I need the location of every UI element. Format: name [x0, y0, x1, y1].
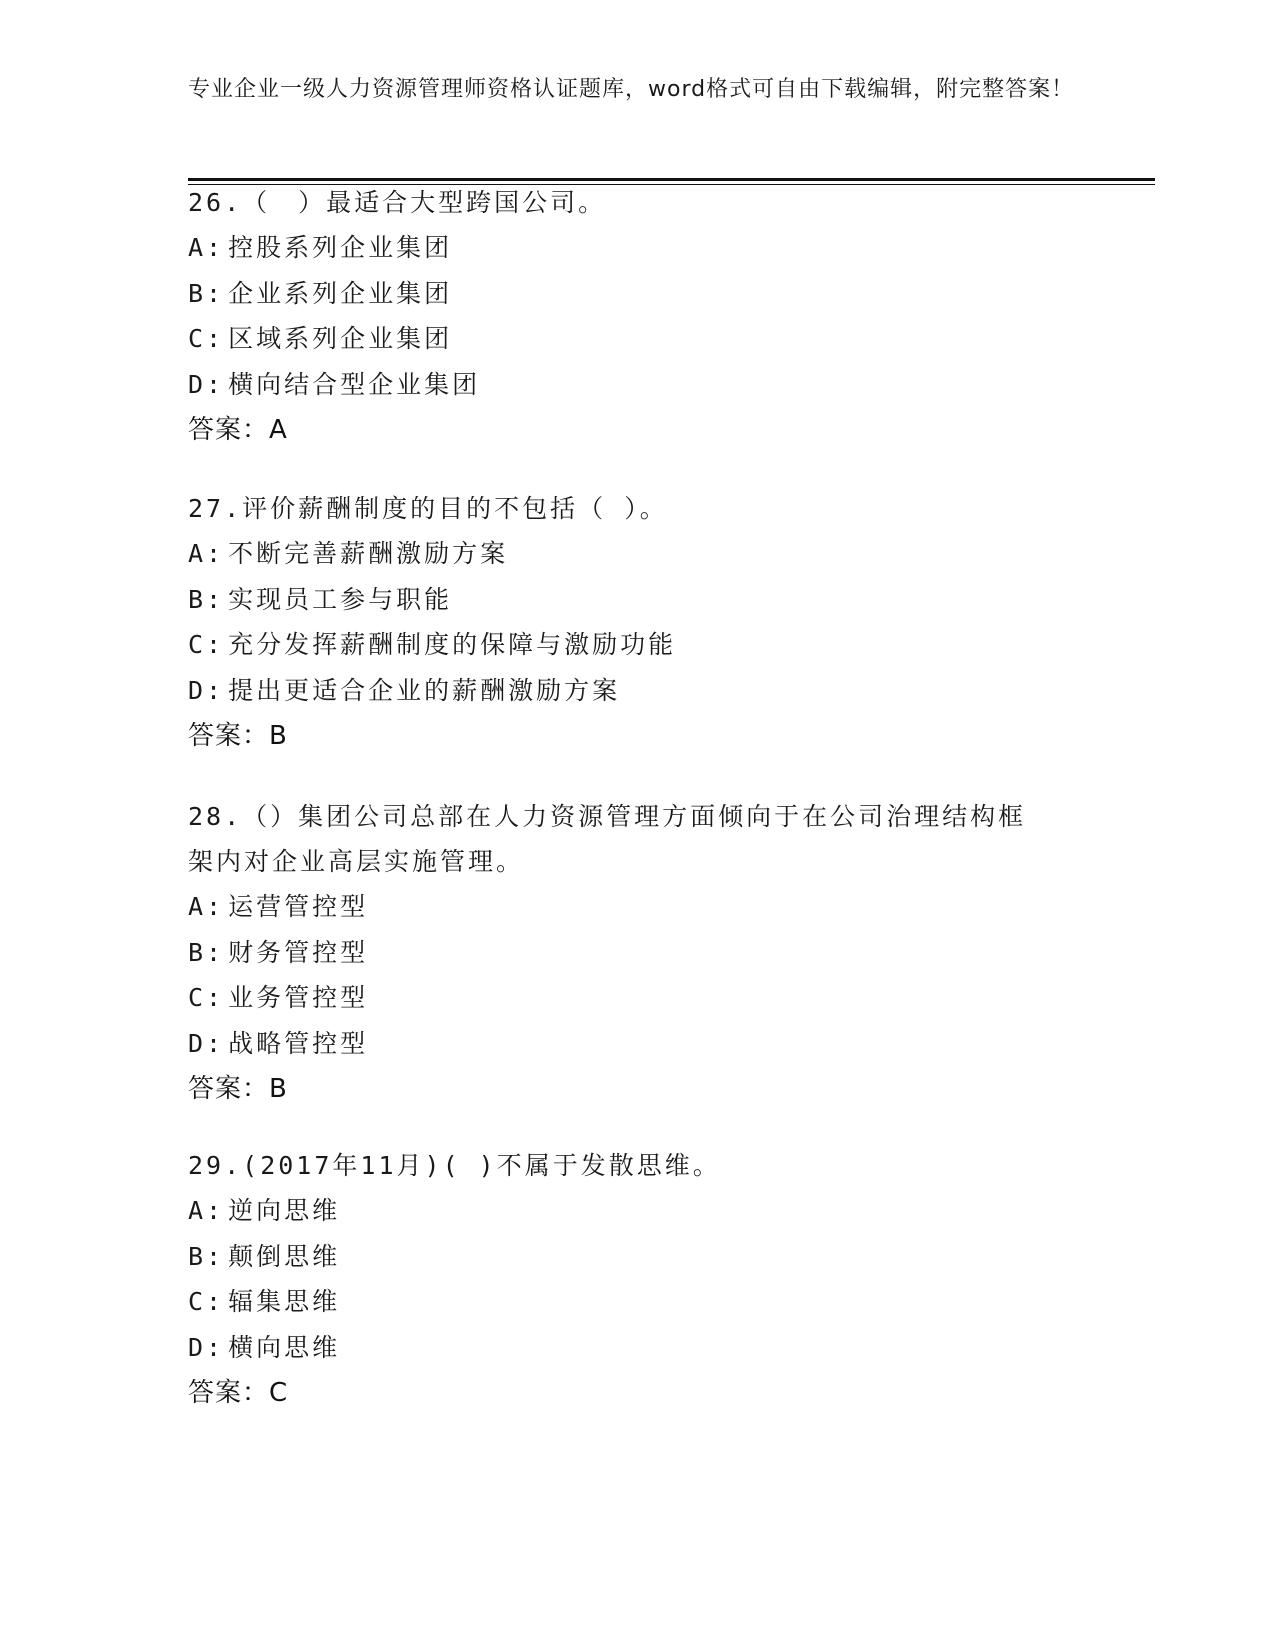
option-text: 横向结合型企业集团: [228, 369, 481, 399]
option-b: [188, 930, 1048, 976]
option-c: [188, 975, 1048, 1021]
option-letter: B:: [188, 937, 225, 967]
option-text: 区域系列企业集团: [228, 324, 453, 353]
option-b: [188, 577, 1088, 623]
option-text: 颠倒思维: [228, 1241, 341, 1271]
option-letter: C:: [188, 324, 225, 353]
option-letter: C:: [188, 983, 225, 1012]
option-d: [188, 1021, 1048, 1067]
option-text: 财务管控型: [228, 937, 369, 967]
option-letter: D:: [188, 675, 225, 705]
option-a: [188, 225, 1088, 271]
option-text: 横向思维: [228, 1332, 341, 1362]
answer-line: 答案：B: [188, 721, 288, 751]
option-letter: B:: [188, 1241, 225, 1271]
option-text: 企业系列企业集团: [228, 278, 453, 308]
question-stem: 28.（）集团公司总部在人力资源管理方面倾向于在公司治理结构框架内对企业高层实施管理。: [188, 802, 1027, 876]
answer-line: 答案：B: [188, 1074, 288, 1104]
option-letter: A:: [188, 892, 225, 921]
option-c: [188, 622, 1088, 668]
option-text: 实现员工参与职能: [228, 584, 453, 614]
option-text: 不断完善薪酬激励方案: [228, 539, 509, 568]
answer-line: 答案：C: [188, 1378, 289, 1408]
option-text: 战略管控型: [228, 1028, 369, 1058]
question-stem: 29.(2017年11月)( )不属于发散思维。: [188, 1151, 721, 1180]
option-letter: B:: [188, 584, 225, 614]
option-a: [188, 531, 1088, 577]
option-d: [188, 1325, 1088, 1371]
option-letter: C:: [188, 630, 225, 659]
option-text: 运营管控型: [228, 892, 369, 921]
option-text: 提出更适合企业的薪酬激励方案: [228, 675, 621, 705]
question-29: [188, 1143, 1088, 1416]
option-d: [188, 362, 1088, 408]
option-letter: A:: [188, 233, 225, 262]
option-a: [188, 1188, 1088, 1234]
question-stem: 26.（ ）最适合大型跨国公司。: [188, 188, 607, 217]
option-d: [188, 668, 1088, 714]
question-26: [188, 180, 1088, 453]
option-c: [188, 316, 1088, 362]
option-c: [188, 1279, 1088, 1325]
option-letter: B:: [188, 278, 225, 308]
option-letter: D:: [188, 1332, 225, 1362]
option-text: 控股系列企业集团: [228, 233, 453, 262]
option-text: 逆向思维: [228, 1196, 341, 1225]
option-b: [188, 271, 1088, 317]
option-a: [188, 884, 1048, 930]
option-letter: D:: [188, 1028, 225, 1058]
question-28: [188, 794, 1048, 1112]
option-letter: D:: [188, 369, 225, 399]
document-header: 专业企业一级人力资源管理师资格认证题库，word格式可自由下载编辑，附完整答案！: [188, 77, 1075, 102]
question-stem: 27.评价薪酬制度的目的不包括（ ）。: [188, 494, 668, 523]
option-letter: C:: [188, 1287, 225, 1316]
option-letter: A:: [188, 539, 225, 568]
answer-line: 答案：A: [188, 415, 288, 445]
option-b: [188, 1234, 1088, 1280]
option-text: 业务管控型: [228, 983, 369, 1012]
option-letter: A:: [188, 1196, 225, 1225]
question-27: [188, 486, 1088, 759]
option-text: 充分发挥薪酬制度的保障与激励功能: [228, 630, 677, 659]
option-text: 辐集思维: [228, 1287, 341, 1316]
